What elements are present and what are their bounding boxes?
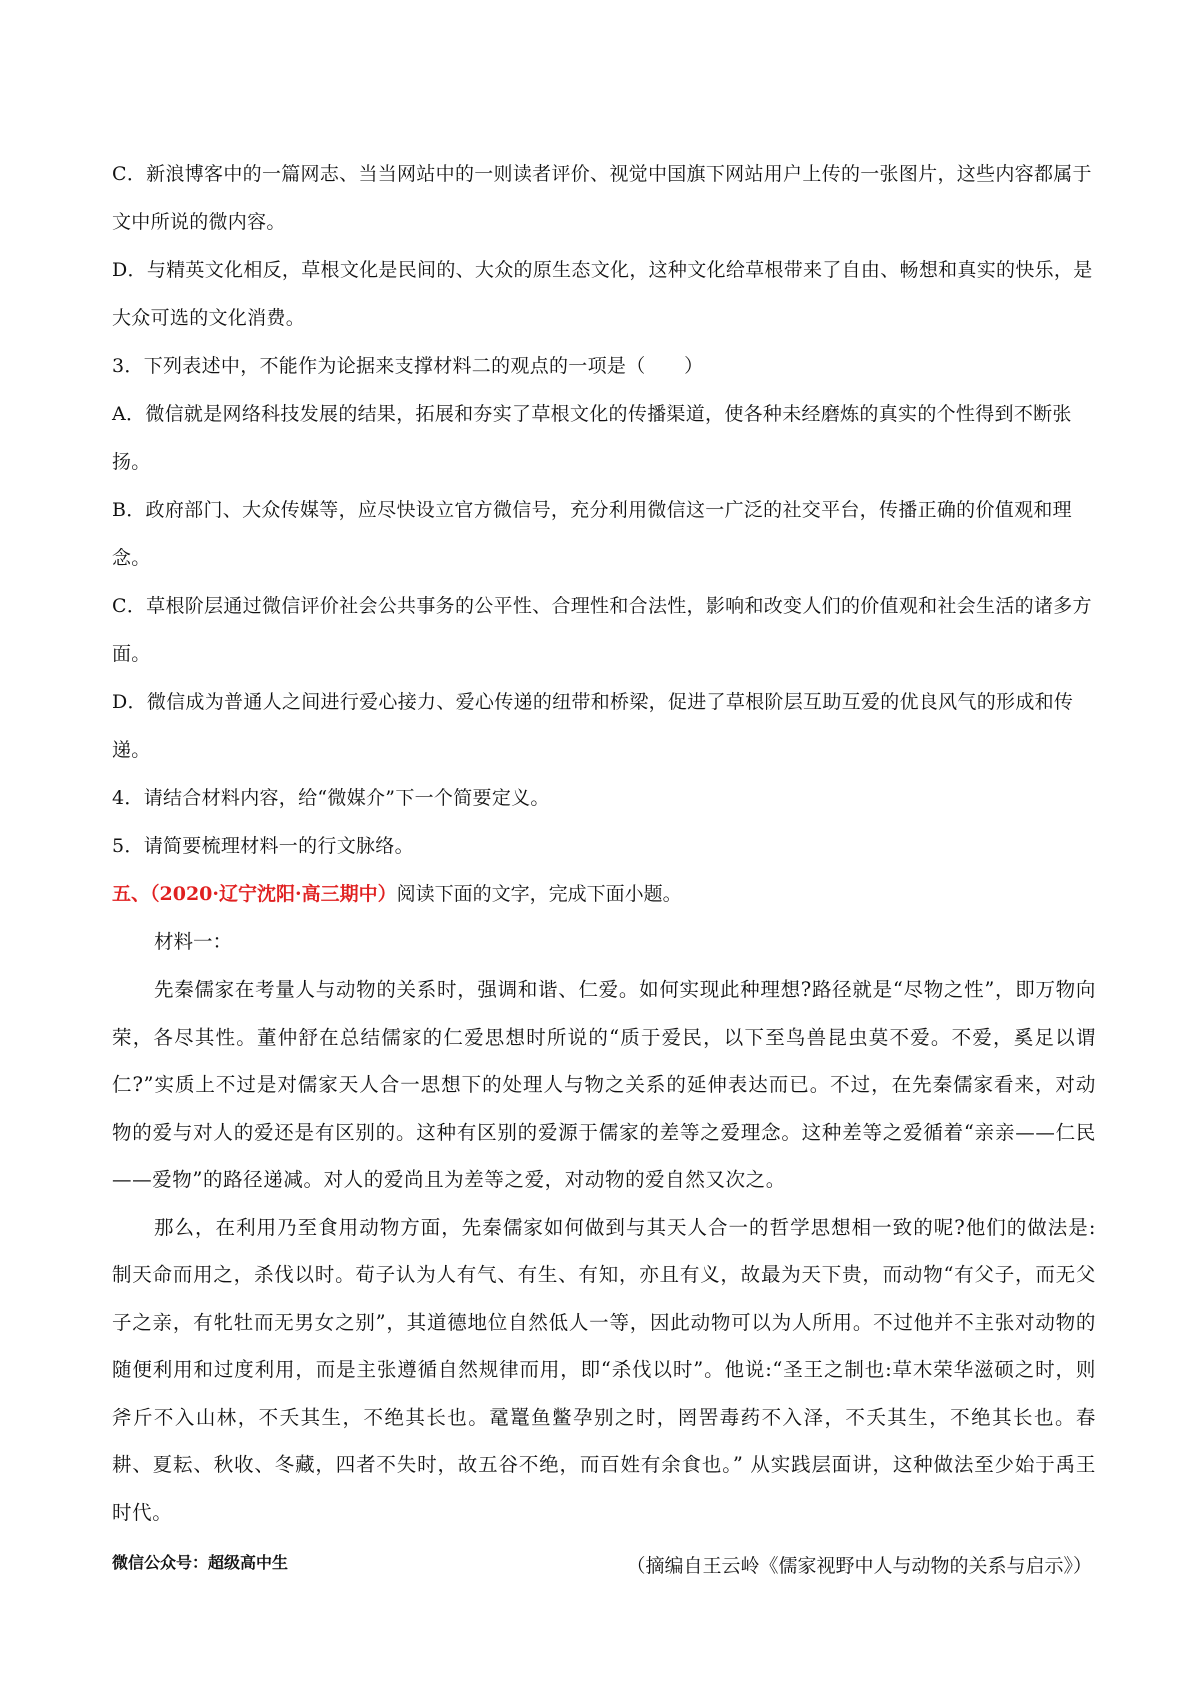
q3-option-b: B．政府部门、大众传媒等，应尽快设立官方微信号，充分利用微信这一广泛的社交平台，传播正确的价值观和理念。 <box>112 499 1072 569</box>
footer-wechat-account: 微信公众号：超级高中生 <box>112 1553 289 1572</box>
q3-option-d: D．微信成为普通人之间进行爱心接力、爱心传递的纽带和桥梁，促进了草根阶层互助互爱的优良风气的形成和传递。 <box>112 691 1074 761</box>
q3-stem: 3．下列表述中，不能作为论据来支撑材料二的观点的一项是（ ） <box>112 355 704 377</box>
material-one-title: 材料一： <box>154 930 233 953</box>
q2-option-c: C．新浪博客中的一篇网志、当当网站中的一则读者评价、视觉中国旗下网站用户上传的一张图片，这些内容都属于文中所说的微内容。 <box>112 163 1092 233</box>
document-body <box>112 150 1096 1590</box>
material-paragraph-1: 先秦儒家在考量人与动物的关系时，强调和谐、仁爱。如何实现此种理想?路径就是“尽物之性”，即万物向荣，各尽其性。董仲舒在总结儒家的仁爱思想时所说的“质于爱民，以下至鸟兽昆虫莫不爱。不爱，奚足以谓仁?”实质上不过是对儒家天人合一思想下的处理人与物之关系的延伸表达而已。不过，在先秦儒家看来，对动物的爱与对人的爱还是有区别的。这种有区别的爱源于儒家的差等之爱理念。这种差等之爱循着“亲亲——仁民——爱物”的路径递减。对人的爱尚且为差等之爱，对动物的爱自然又次之。 <box>112 978 1096 1191</box>
q2-option-d: D．与精英文化相反，草根文化是民间的、大众的原生态文化，这种文化给草根带来了自由、畅想和真实的快乐，是大众可选的文化消费。 <box>112 259 1093 329</box>
section-five-tag: 五、（2020·辽宁沈阳·高三期中） <box>112 883 397 905</box>
material-paragraph-2: 那么，在利用乃至食用动物方面，先秦儒家如何做到与其天人合一的哲学思想相一致的呢?他们的做法是:制天命而用之，杀伐以时。荀子认为人有气、有生、有知，亦且有义，故最为天下贵，而动物“有父子，而无父子之亲，有牝牡而无男女之别”，其道德地位自然低人一等，因此动物可以为人所用。不过他并不主张对动物的随便利用和过度利用，而是主张遵循自然规律而用，即“杀伐以时”。他说:“圣王之制也:草木荣华滋硕之时，则斧斤不入山林，不夭其生，不绝其长也。鼋鼍鱼鳖孕别之时，罔罟毒药不入泽，不夭其生，不绝其长也。春耕、夏耘、秋收、冬藏，四者不失时，故五谷不绝，而百姓有余食也。” 从实践层面讲，这种做法至少始于禹王时代。 <box>112 1215 1096 1524</box>
material-source: （摘编自王云岭《儒家视野中人与动物的关系与启示》） <box>626 1555 1092 1577</box>
q3-option-a: A．微信就是网络科技发展的结果，拓展和夯实了草根文化的传播渠道，使各种未经磨炼的真实的个性得到不断张扬。 <box>112 403 1072 473</box>
section-five-heading <box>112 870 1096 918</box>
section-five-instruction: 阅读下面的文字，完成下面小题。 <box>396 883 682 905</box>
q4-question: 4．请结合材料内容，给“微媒介”下一个简要定义。 <box>112 787 550 809</box>
q3-option-c: C．草根阶层通过微信评价社会公共事务的公平性、合理性和合法性，影响和改变人们的价值观和社会生活的诸多方面。 <box>112 595 1092 665</box>
q5-question: 5．请简要梳理材料一的行文脉络。 <box>112 835 414 857</box>
